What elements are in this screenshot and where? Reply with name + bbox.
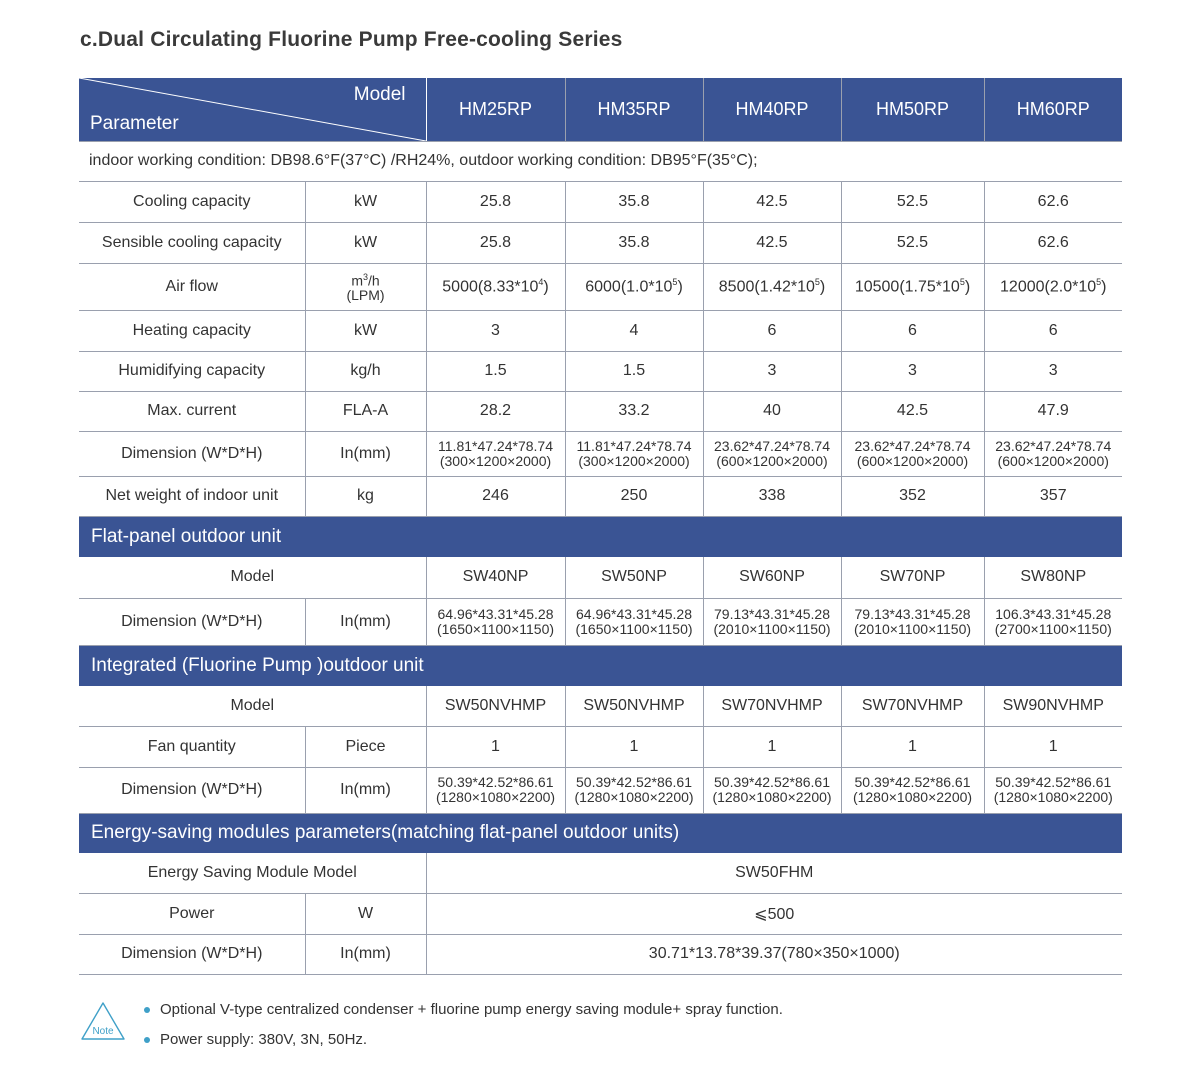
value-cell: $10500(1.75*10^5)$ <box>841 263 984 310</box>
value-cell: 50.39*42.52*86.61 (1280×1080×2200) <box>841 767 984 813</box>
value-cell: $8500(1.42*10^5)$ <box>703 263 841 310</box>
model-cell: SW60NP <box>703 557 841 598</box>
value-cell: 50.39*42.52*86.61 (1280×1080×2200) <box>703 767 841 813</box>
param-label: Heating capacity <box>79 310 305 351</box>
table-row <box>79 222 1122 263</box>
value-cell: 1.5 <box>426 351 565 391</box>
note-text: Power supply: 380V, 3N, 50Hz. <box>160 1031 368 1048</box>
header-parameter-label: Parameter <box>90 112 179 134</box>
value-cell: 35.8 <box>565 222 703 263</box>
value-cell: 35.8 <box>565 181 703 222</box>
table-row <box>79 391 1122 431</box>
value-cell: 11.81*47.24*78.74 (300×1200×2000) <box>565 431 703 476</box>
bullet-icon <box>144 1007 150 1013</box>
value-cell: 25.8 <box>426 181 565 222</box>
value-cell: 33.2 <box>565 391 703 431</box>
working-condition: indoor working condition: DB98.6°F(37°C) /RH24%, outdoor working condition: DB95°F(35°C); <box>79 141 1122 181</box>
header-row <box>79 78 1122 141</box>
value-cell: 23.62*47.24*78.74 (600×1200×2000) <box>841 431 984 476</box>
value-cell: 250 <box>565 476 703 516</box>
param-unit: kW <box>305 222 426 263</box>
param-label: Sensible cooling capacity <box>79 222 305 263</box>
section-band <box>79 516 1122 557</box>
model-label: Energy Saving Module Model <box>79 853 426 893</box>
note-icon <box>80 1001 126 1041</box>
value-cell: 42.5 <box>841 391 984 431</box>
param-unit: In(mm) <box>305 598 426 645</box>
value-cell: 6 <box>984 310 1122 351</box>
value-cell: 30.71*13.78*39.37(780×350×1000) <box>426 934 1122 974</box>
table-row <box>79 431 1122 476</box>
param-label: Cooling capacity <box>79 181 305 222</box>
param-label: Dimension (W*D*H) <box>79 598 305 645</box>
value-cell: 1 <box>565 726 703 767</box>
table-row <box>79 351 1122 391</box>
param-label: Dimension (W*D*H) <box>79 934 305 974</box>
param-label: Max. current <box>79 391 305 431</box>
model-cell: SW50FHM <box>426 853 1122 893</box>
model-cell: SW50NVHMP <box>565 686 703 726</box>
param-label: Dimension (W*D*H) <box>79 767 305 813</box>
value-cell: 40 <box>703 391 841 431</box>
spec-table <box>79 78 1122 975</box>
value-cell: $5000(8.33*10^4)$ <box>426 263 565 310</box>
param-label: Power <box>79 893 305 934</box>
value-cell: 1 <box>841 726 984 767</box>
value-cell: 47.9 <box>984 391 1122 431</box>
param-unit: In(mm) <box>305 767 426 813</box>
param-label: Air flow <box>79 263 305 310</box>
param-unit: In(mm) <box>305 934 426 974</box>
value-cell: 42.5 <box>703 181 841 222</box>
section-title-energy: Energy-saving modules parameters(matching flat-panel outdoor units) <box>79 813 1122 853</box>
value-cell: 246 <box>426 476 565 516</box>
value-cell: 50.39*42.52*86.61 (1280×1080×2200) <box>565 767 703 813</box>
param-unit: kW <box>305 181 426 222</box>
model-cell: SW70NVHMP <box>841 686 984 726</box>
section-title-flat-panel: Flat-panel outdoor unit <box>79 516 1122 557</box>
param-unit: Piece <box>305 726 426 767</box>
value-cell: 50.39*42.52*86.61 (1280×1080×2200) <box>426 767 565 813</box>
header-model-4: HM50RP <box>841 78 984 141</box>
value-cell: 79.13*43.31*45.28 (2010×1100×1150) <box>841 598 984 645</box>
param-unit <box>305 263 426 310</box>
value-cell: 1 <box>703 726 841 767</box>
param-unit: kW <box>305 310 426 351</box>
table-row <box>79 893 1122 934</box>
model-label: Model <box>79 557 426 598</box>
value-cell: 1.5 <box>565 351 703 391</box>
value-cell: ⩽500 <box>426 893 1122 934</box>
value-cell: 64.96*43.31*45.28 (1650×1100×1150) <box>565 598 703 645</box>
value-cell: 11.81*47.24*78.74 (300×1200×2000) <box>426 431 565 476</box>
param-unit: kg/h <box>305 351 426 391</box>
section-band <box>79 813 1122 853</box>
table-row <box>79 476 1122 516</box>
unit-bottom: (LPM) <box>346 287 385 304</box>
table-row <box>79 853 1122 893</box>
value-cell: 6 <box>841 310 984 351</box>
value-cell: 357 <box>984 476 1122 516</box>
param-label: Net weight of indoor unit <box>79 476 305 516</box>
param-unit: W <box>305 893 426 934</box>
model-cell: SW90NVHMP <box>984 686 1122 726</box>
unit-base: m <box>351 272 363 289</box>
section-title-integrated: Integrated (Fluorine Pump )outdoor unit <box>79 645 1122 686</box>
value-cell: 23.62*47.24*78.74 (600×1200×2000) <box>703 431 841 476</box>
model-cell: SW70NVHMP <box>703 686 841 726</box>
value-cell: 338 <box>703 476 841 516</box>
table-row <box>79 310 1122 351</box>
value-cell: 62.6 <box>984 181 1122 222</box>
unit-rest: /h <box>368 272 380 289</box>
value-cell: 25.8 <box>426 222 565 263</box>
header-model-5: HM60RP <box>984 78 1122 141</box>
table-row <box>79 686 1122 726</box>
unit-sup: 3 <box>362 271 368 282</box>
model-label: Model <box>79 686 426 726</box>
param-label: Dimension (W*D*H) <box>79 431 305 476</box>
value-cell: 23.62*47.24*78.74 (600×1200×2000) <box>984 431 1122 476</box>
list-item <box>144 995 783 1025</box>
model-cell: SW40NP <box>426 557 565 598</box>
table-row <box>79 726 1122 767</box>
header-model-1: HM25RP <box>426 78 565 141</box>
page-title: c.Dual Circulating Fluorine Pump Free-cooling Series <box>80 28 623 51</box>
table-row <box>79 263 1122 310</box>
note-text: Optional V-type centralized condenser + fluorine pump energy saving module+ spray function. <box>160 1001 783 1018</box>
table-row <box>79 181 1122 222</box>
param-unit: kg <box>305 476 426 516</box>
model-cell: SW50NVHMP <box>426 686 565 726</box>
value-cell: 1 <box>426 726 565 767</box>
value-cell: 3 <box>703 351 841 391</box>
header-model-2: HM35RP <box>565 78 703 141</box>
list-item <box>144 1025 783 1055</box>
bullet-icon <box>144 1037 150 1043</box>
condition-row <box>79 141 1122 181</box>
table-row <box>79 557 1122 598</box>
value-cell: 52.5 <box>841 222 984 263</box>
table-row <box>79 767 1122 813</box>
model-cell: SW70NP <box>841 557 984 598</box>
value-cell: 64.96*43.31*45.28 (1650×1100×1150) <box>426 598 565 645</box>
value-cell: $6000(1.0*10^5)$ <box>565 263 703 310</box>
value-cell: 3 <box>841 351 984 391</box>
model-cell: SW50NP <box>565 557 703 598</box>
section-band <box>79 645 1122 686</box>
value-cell: 6 <box>703 310 841 351</box>
header-model-label: Model <box>353 84 406 105</box>
param-unit: In(mm) <box>305 431 426 476</box>
value-cell: 4 <box>565 310 703 351</box>
note-icon-label: Note <box>92 1026 114 1037</box>
value-cell: 50.39*42.52*86.61 (1280×1080×2200) <box>984 767 1122 813</box>
param-unit: FLA-A <box>305 391 426 431</box>
table-row <box>79 934 1122 974</box>
value-cell: 42.5 <box>703 222 841 263</box>
param-label: Humidifying capacity <box>79 351 305 391</box>
value-cell: 62.6 <box>984 222 1122 263</box>
table-row <box>79 598 1122 645</box>
value-cell: $12000(2.0*10^5)$ <box>984 263 1122 310</box>
value-cell: 52.5 <box>841 181 984 222</box>
header-model-3: HM40RP <box>703 78 841 141</box>
value-cell: 79.13*43.31*45.28 (2010×1100×1150) <box>703 598 841 645</box>
note-list <box>144 995 783 1055</box>
model-cell: SW80NP <box>984 557 1122 598</box>
value-cell: 1 <box>984 726 1122 767</box>
header-parameter-cell <box>79 78 426 141</box>
value-cell: 28.2 <box>426 391 565 431</box>
value-cell: 3 <box>426 310 565 351</box>
value-cell: 352 <box>841 476 984 516</box>
param-label: Fan quantity <box>79 726 305 767</box>
value-cell: 3 <box>984 351 1122 391</box>
notes-section <box>80 995 980 1065</box>
value-cell: 106.3*43.31*45.28 (2700×1100×1150) <box>984 598 1122 645</box>
